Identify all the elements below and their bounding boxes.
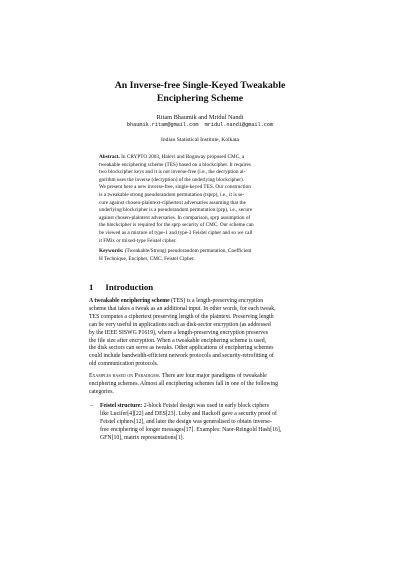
paradigms-text-1: There are four major paradigms of tweakable <box>161 373 267 379</box>
bullet-feistel-text-4: free enciphering of longer messages[17]. Examples: Naor-Reingold Hash[16], <box>100 426 282 433</box>
abstract-line-4: gorithm uses the inverse (decryption) of the underlying blockcipher). <box>99 176 245 183</box>
bullet-feistel-line-1 <box>90 403 315 411</box>
keywords-line-1 <box>99 248 303 256</box>
abstract-line-1: In CRYPTO 2003, Halevi and Rogaway proposed CMC, a <box>121 154 245 160</box>
intro-line-7: the disk sectors can serve as tweaks. Other applications of enciphering schemes <box>89 345 274 352</box>
abstract-line-11: be viewed as a mixture of type-1 and type-3 Feistel cipher and so we call <box>99 230 253 236</box>
abstract-line <box>99 154 303 162</box>
abstract-line-7: cure against chosen-plaintext-ciphertext adversaries assuming that the <box>99 199 246 206</box>
intro-line-2: scheme that takes a tweak as an additional input. In other words, for each tweak, <box>89 305 276 312</box>
bullet-feistel-text-1: 2-block Feistel design was used in early block ciphers <box>143 403 269 409</box>
intro-line-1-text: A tweakable enciphering scheme (TES) is a length-preserving encryption <box>89 298 264 304</box>
paradigms-line-1 <box>89 373 315 381</box>
intro-line-5: by the IEEE SISWG P1619), where a length-preserving encryption preserves <box>89 329 269 336</box>
abstract-line-10: the blockcipher is required for the sprp security of CMC. Our scheme can <box>99 222 254 229</box>
abstract-line-8: underlying blockcipher is a pseudorandom permutation (prp), i.e., secure <box>99 207 253 214</box>
intro-line-3: TES computes a ciphertext preserving length of the plaintext. Preserving length <box>89 313 274 320</box>
bullet-feistel-lead: Feistel structure: <box>100 403 143 409</box>
bullet-feistel-line-2 <box>97 411 315 419</box>
authors: Ritam Bhaumik and Mridul Nandi <box>156 114 244 121</box>
intro-lead: A tweakable enciphering scheme <box>89 298 170 304</box>
affiliation: Indian Statistical Institute, Kolkata <box>161 137 239 143</box>
abstract-line-2: tweakable enciphering scheme (TES) based on a blockcipher. It requires <box>99 161 251 168</box>
intro-line-8: could include bandwidth-efficient network protocols and security-retrofitting of <box>89 353 274 360</box>
paper-title-line-2: Enciphering Scheme <box>156 93 244 104</box>
keywords-text-1: (Tweakable/Strong) pseudorandom permutation, Coefficient <box>124 248 252 254</box>
bullet-feistel-line-4 <box>97 427 315 435</box>
abstract-line-5: We present here a new inverse-free, single-keyed TES. Our construction <box>99 184 251 191</box>
abstract-line-6: is a tweakable strong pseudorandom permutation (tsprp), i.e., it is se- <box>99 192 245 198</box>
paper-title-line-1: An Inverse-free Single-Keyed Tweakable <box>114 80 286 91</box>
section-heading <box>89 282 153 292</box>
intro-line-9: old communication protocols. <box>89 361 159 368</box>
paradigms-line-3: categories. <box>89 388 114 395</box>
bullet-feistel-text-3: Feistel ciphers[12], and later the design was generalised to obtain inverse- <box>100 418 272 425</box>
abstract-label: Abstract. <box>99 154 120 160</box>
keywords-line-2: H Technique, Encipher, CMC, Feistel Cipher. <box>99 255 195 262</box>
intro-line-1 <box>89 298 315 306</box>
section-number: 1 <box>89 282 94 292</box>
intro-line-4: can be very useful in applications such as disk-sector encryption (as addressed <box>89 321 271 328</box>
bullet-feistel-text-2: like Lucifer[4][22] and DES[23]. Luby and Rackoff gave a security proof of <box>100 410 277 417</box>
bullet-feistel-line-5 <box>97 435 315 443</box>
section-title: Introduction <box>105 282 154 292</box>
abstract-line-3: two blockcipher keys and it is not inverse-free (i.e., the decryption al- <box>99 169 246 176</box>
author-emails: bhaumik.ritam@gmail.com mridul.nandi@gmail.com <box>126 122 274 128</box>
bullet-dash: – <box>90 403 93 409</box>
paradigms-lead: Examples based on Paradigms. <box>89 373 161 379</box>
paradigms-line-2: enciphering schemes. Almost all enciphering schemes fall in one of the following <box>89 380 278 387</box>
bullet-feistel-line-3 <box>97 419 315 427</box>
abstract-line-12: it FMix or mixed-type Feistel cipher. <box>99 237 177 244</box>
intro-line-6: the file size after encryption. When a tweakable enciphering scheme is used, <box>89 337 267 344</box>
keywords-label: Keywords: <box>99 248 124 254</box>
bullet-feistel-text-5: GFN[10], matrix representations[1]. <box>100 434 185 441</box>
abstract-line-9: against chosen-plaintext adversaries. In comparison, sprp assumption of <box>99 214 251 221</box>
